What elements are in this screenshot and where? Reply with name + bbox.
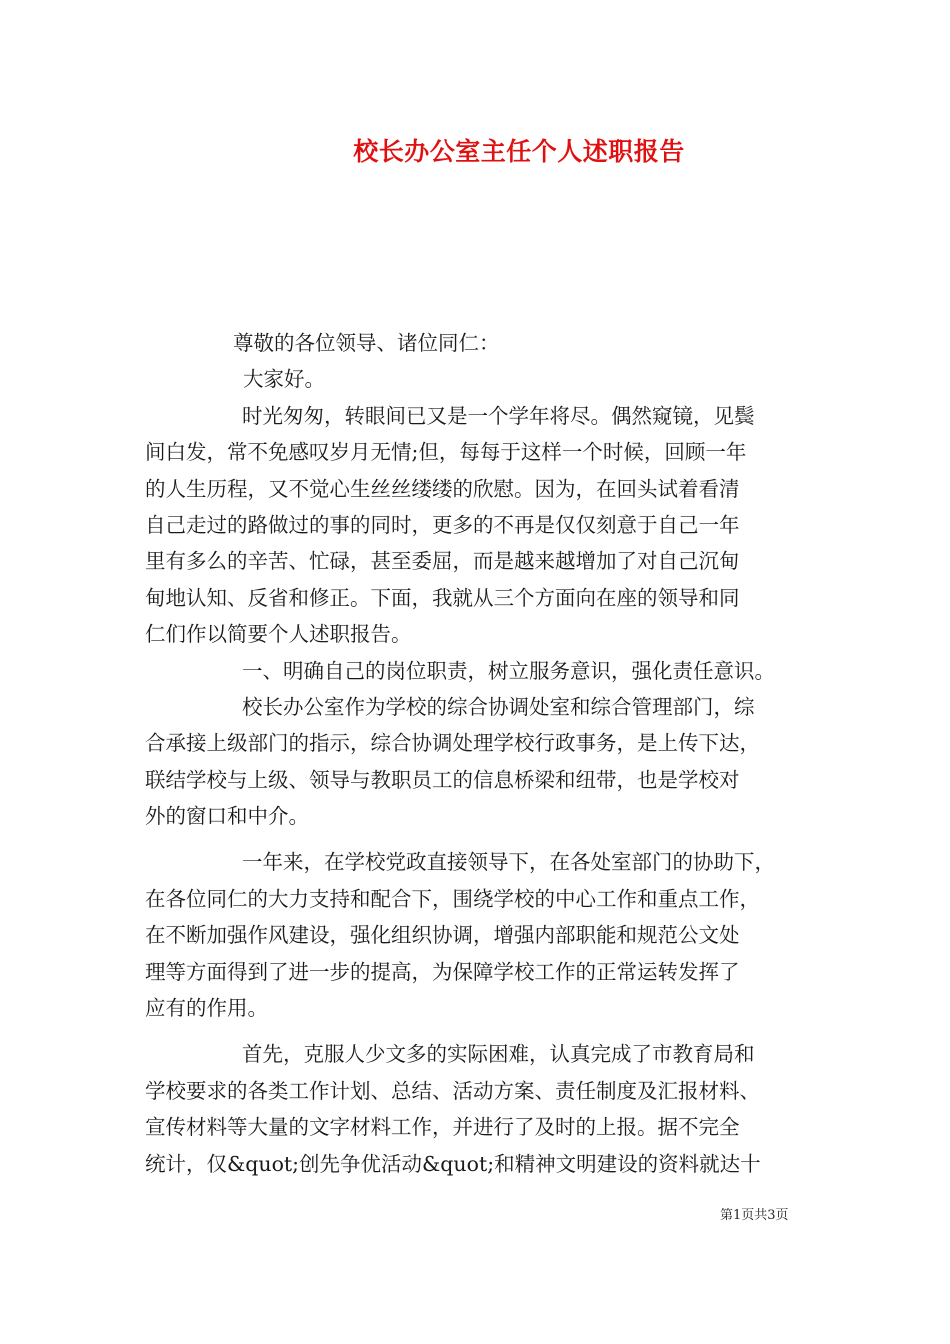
- paragraph-line: 联结学校与上级、领导与教职员工的信息桥梁和纽带，也是学校对: [145, 767, 740, 792]
- section-heading: 一、明确自己的岗位职责，树立服务意识，强化责任意识。: [242, 658, 775, 683]
- paragraph-line: 的人生历程，又不觉心生丝丝缕缕的欣慰。因为，在回头试着看清: [145, 476, 740, 501]
- paragraph-line: 校长办公室作为学校的综合协调处室和综合管理部门，综: [242, 694, 755, 719]
- paragraph-line: 宣传材料等大量的文字材料工作，并进行了及时的上报。据不完全: [145, 1115, 740, 1140]
- paragraph-line: 学校要求的各类工作计划、总结、活动方案、责任制度及汇报材料、: [145, 1078, 760, 1103]
- paragraph-line: 合承接上级部门的指示，综合协调处理学校行政事务，是上传下达，: [145, 731, 760, 756]
- paragraph-line: 一年来，在学校党政直接领导下，在各处室部门的协助下，: [242, 850, 775, 875]
- paragraph-line: 理等方面得到了进一步的提高，为保障学校工作的正常运转发挥了: [145, 959, 740, 984]
- paragraph-line: 应有的作用。: [145, 996, 268, 1021]
- paragraph-line: 时光匆匆，转眼间已又是一个学年将尽。偶然窥镜，见鬓: [242, 403, 755, 428]
- paragraph-line: 外的窗口和中介。: [145, 804, 309, 829]
- paragraph-line: 甸地认知、反省和修正。下面，我就从三个方面向在座的领导和同: [145, 585, 740, 610]
- paragraph-line: 仁们作以简要个人述职报告。: [145, 622, 412, 647]
- paragraph-line: 在各位同仁的大力支持和配合下，围绕学校的中心工作和重点工作，: [145, 886, 760, 911]
- paragraph-line: 在不断加强作风建设，强化组织协调，增强内部职能和规范公文处: [145, 923, 740, 948]
- document-title: 校长办公室主任个人述职报告: [353, 137, 685, 166]
- paragraph-line: 自己走过的路做过的事的同时，更多的不再是仅仅刻意于自己一年: [145, 512, 740, 537]
- paragraph-line: 统计，仅&quot;创先争优活动&quot;和精神文明建设的资料就达十: [145, 1151, 761, 1176]
- greeting-line: 大家好。: [243, 367, 325, 392]
- document-body: [145, 325, 810, 1182]
- paragraph-line: 间白发，常不免感叹岁月无情;但，每每于这样一个时候，回顾一年: [145, 440, 747, 465]
- paragraph-line: 首先，克服人少文多的实际困难，认真完成了市教育局和: [242, 1042, 755, 1067]
- page-number: 第1页共3页: [720, 1208, 789, 1223]
- paragraph-line: 里有多么的辛苦、忙碌，甚至委屈，而是越来越增加了对自己沉甸: [145, 549, 740, 574]
- salutation-line: 尊敬的各位领导、诸位同仁：: [233, 331, 500, 355]
